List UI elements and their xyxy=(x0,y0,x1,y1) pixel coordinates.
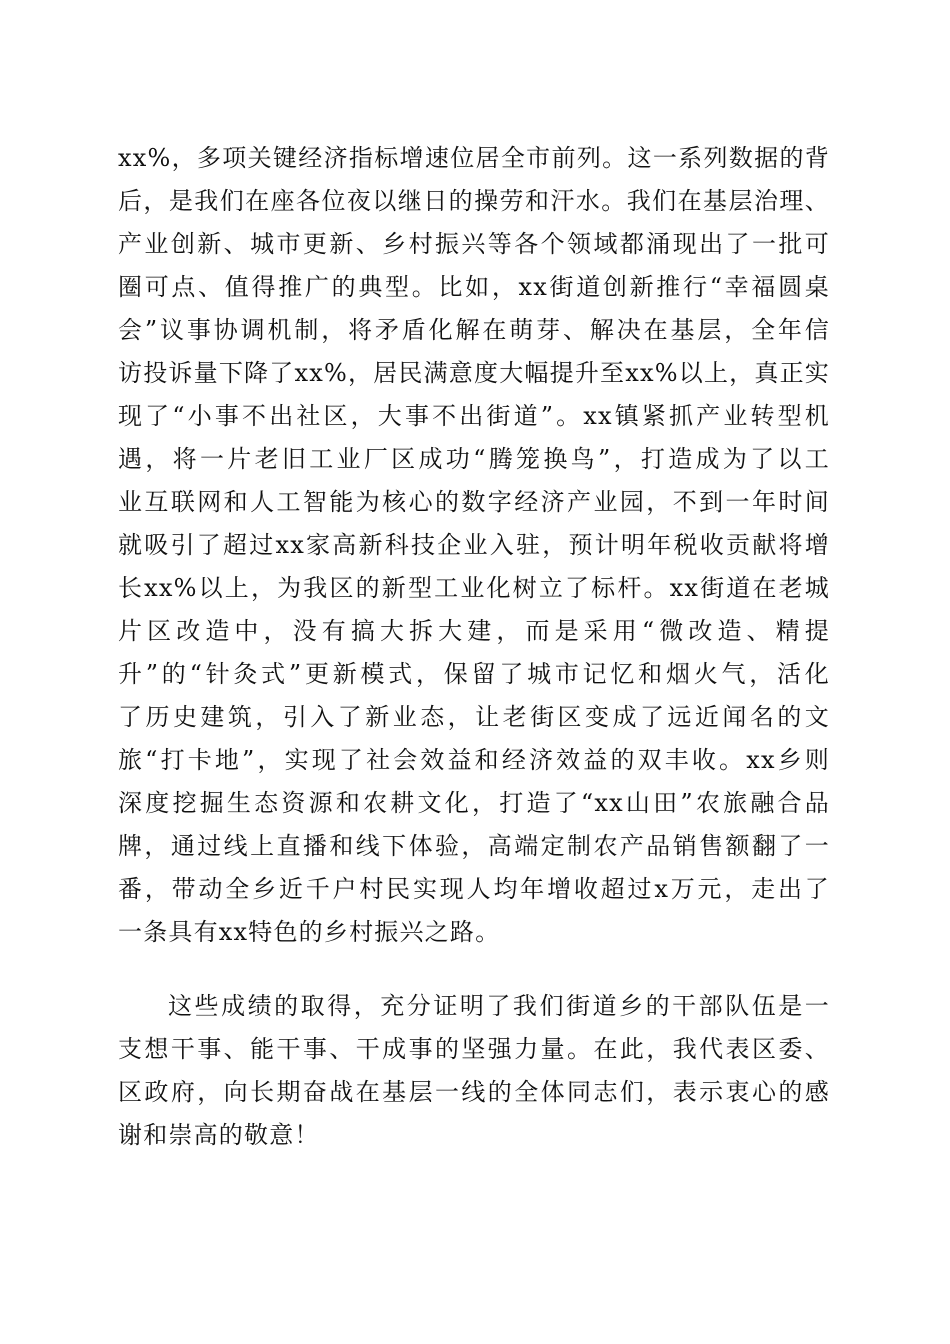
text-line: 旅“打卡地”，实现了社会效益和经济效益的双丰收。xx乡则 xyxy=(118,746,830,774)
text-line: 就吸引了超过xx家高新科技企业入驻，预计明年税收贡献将增 xyxy=(118,531,830,559)
text-line: 产业创新、城市更新、乡村振兴等各个领域都涌现出了一批可 xyxy=(118,230,830,258)
text-line: 支想干事、能干事、干成事的坚强力量。在此，我代表区委、 xyxy=(118,1035,830,1063)
paragraph-achievements xyxy=(118,137,830,954)
paragraph-gratitude xyxy=(118,985,830,1157)
text-line: 牌，通过线上直播和线下体验，高端定制农产品销售额翻了一 xyxy=(118,832,830,860)
text-line: 了历史建筑，引入了新业态，让老街区变成了远近闻名的文 xyxy=(118,703,830,731)
text-line: 片区改造中，没有搞大拆大建，而是采用“微改造、精提 xyxy=(118,617,830,645)
text-line: xx%，多项关键经济指标增速位居全市前列。这一系列数据的背 xyxy=(118,144,830,172)
text-line: 会”议事协调机制，将矛盾化解在萌芽、解决在基层，全年信 xyxy=(118,316,830,344)
text-line: 后，是我们在座各位夜以继日的操劳和汗水。我们在基层治理、 xyxy=(118,187,830,215)
text-line: 访投诉量下降了xx%，居民满意度大幅提升至xx%以上，真正实 xyxy=(118,359,830,387)
text-line: 圈可点、值得推广的典型。比如，xx街道创新推行“幸福圆桌 xyxy=(118,273,830,301)
text-line: 番，带动全乡近千户村民实现人均年增收超过x万元，走出了 xyxy=(118,875,830,903)
text-line: 长xx%以上，为我区的新型工业化树立了标杆。xx街道在老城 xyxy=(118,574,830,602)
text-line: 升”的“针灸式”更新模式，保留了城市记忆和烟火气，活化 xyxy=(118,660,830,688)
text-line: 遇，将一片老旧工业厂区成功“腾笼换鸟”，打造成为了以工 xyxy=(118,445,830,473)
text-line: 深度挖掘生态资源和农耕文化，打造了“xx山田”农旅融合品 xyxy=(118,789,830,817)
text-line: 现了“小事不出社区，大事不出街道”。xx镇紧抓产业转型机 xyxy=(118,402,830,430)
text-line: 区政府，向长期奋战在基层一线的全体同志们，表示衷心的感 xyxy=(118,1078,830,1106)
text-line: 业互联网和人工智能为核心的数字经济产业园，不到一年时间 xyxy=(118,488,830,516)
text-line: 谢和崇高的敬意！ xyxy=(118,1121,320,1149)
text-line: 一条具有xx特色的乡村振兴之路。 xyxy=(118,918,501,946)
text-line: 这些成绩的取得，充分证明了我们街道乡的干部队伍是一 xyxy=(168,992,830,1020)
